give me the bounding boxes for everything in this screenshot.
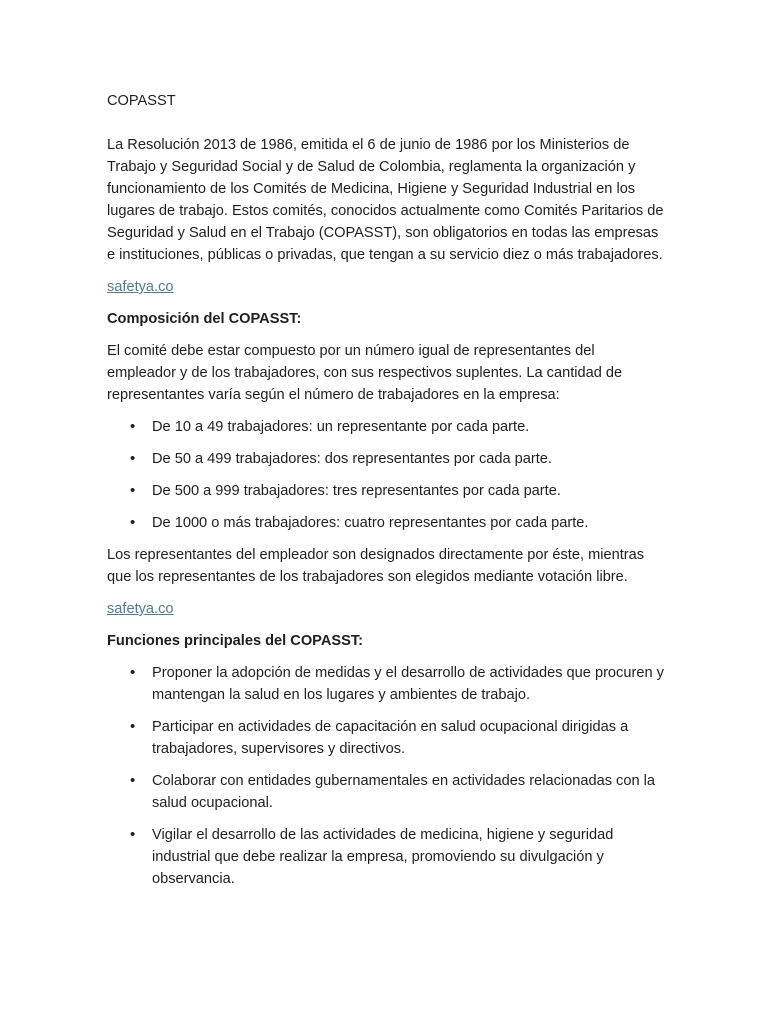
list-item: • De 10 a 49 trabajadores: un representante por cada parte. [152,416,667,438]
list-item: • Participar en actividades de capacitación en salud ocupacional dirigidas a trabajadores, supervisores y directivos. [152,716,667,760]
composition-closing-paragraph: Los representantes del empleador son designados directamente por éste, mientras que los representantes de los trabajadores son elegidos mediante votación libre. [107,547,645,585]
functions-heading: Funciones principales del COPASST: [107,633,363,649]
document-title: COPASST [107,93,176,109]
functions-list [107,662,667,890]
list-item: • De 1000 o más trabajadores: cuatro representantes por cada parte. [152,512,667,534]
composition-list [107,416,667,534]
list-item: • Vigilar el desarrollo de las actividades de medicina, higiene y seguridad industrial que debe realizar la empresa, promoviendo su divulgación y observancia. [152,824,667,890]
source-link-2[interactable]: safetya.co [107,601,174,617]
list-item: • De 50 a 499 trabajadores: dos representantes por cada parte. [152,448,667,470]
list-item: • De 500 a 999 trabajadores: tres representantes por cada parte. [152,480,667,502]
source-link-1[interactable]: safetya.co [107,279,174,295]
intro-paragraph: La Resolución 2013 de 1986, emitida el 6 de junio de 1986 por los Ministerios de Trabajo y Seguridad Social y de Salud de Colombia, reglamenta la organización y funcionamiento de los Comités de Medicina, Higiene y Seguridad Industrial en los lugares de trabajo. Estos comités, conocidos actualmente como Comités Paritarios de Seguridad y Salud en el Trabajo (COPASST), son obligatorios en todas las empresas e instituciones, públicas o privadas, que tengan a su servicio diez o más trabajadores. [107,137,664,263]
document-page [107,90,667,900]
list-item: • Proponer la adopción de medidas y el desarrollo de actividades que procuren y mantengan la salud en los lugares y ambientes de trabajo. [152,662,667,706]
composition-paragraph: El comité debe estar compuesto por un número igual de representantes del empleador y de los trabajadores, con sus respectivos suplentes. La cantidad de representantes varía según el número de trabajadores en la empresa: [107,343,623,403]
composition-heading: Composición del COPASST: [107,311,302,327]
list-item: • Colaborar con entidades gubernamentales en actividades relacionadas con la salud ocupacional. [152,770,667,814]
